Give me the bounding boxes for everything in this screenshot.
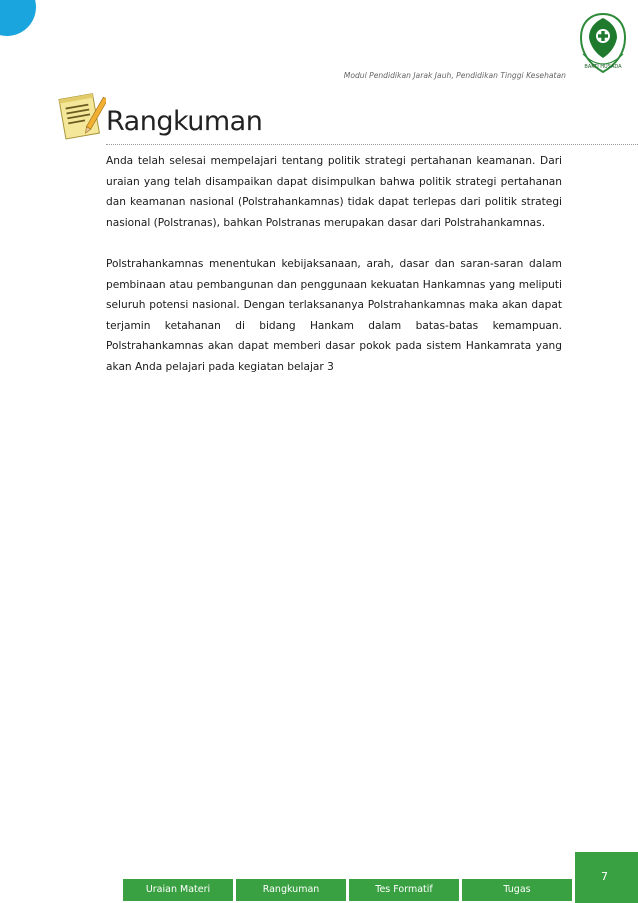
corner-decoration (0, 0, 36, 36)
module-header: Modul Pendidikan Jarak Jauh, Pendidikan Tinggi Kesehatan (343, 71, 566, 80)
summary-body (106, 151, 562, 398)
section-title: Rangkuman (106, 106, 263, 137)
section-divider (106, 144, 638, 145)
nav-tab-uraian-materi[interactable]: Uraian Materi (123, 879, 233, 901)
summary-paragraph-1: Anda telah selesai mempelajari tentang politik strategi pertahanan keamanan. Dari uraian yang telah disampaikan dapat disimpulkan bahwa politik strategi pertahanan dan keamanan nasional (Polstrahankamnas) tidak dapat terlepas dari politik strategi nasional (Polstranas), bahkan Polstranas merupakan dasar dari Polstrahankamnas. (106, 155, 562, 229)
logo-text: BAKTI HUSADA (584, 64, 622, 70)
bakti-husada-logo (575, 8, 631, 80)
footer-navigation (123, 879, 572, 901)
page-number: 7 (601, 870, 608, 883)
notepad-pencil-icon (56, 88, 106, 142)
summary-paragraph-2: Polstrahankamnas menentukan kebijaksanaan, arah, dasar dan saran-saran dalam pembinaan atau pembangunan dan penggunaan kekuatan Hankamnas yang meliputi seluruh potensi nasional. Dengan terlaksananya Polstrahankamnas maka akan dapat terjamin ketahanan di bidang Hankam dalam batas-batas kemampuan. Polstrahankamnas akan dapat memberi dasar pokok pada sistem Hankamrata yang akan Anda pelajari pada kegiatan belajar 3 (106, 257, 562, 373)
nav-tab-rangkuman[interactable]: Rangkuman (236, 879, 346, 901)
nav-tab-tes-formatif[interactable]: Tes Formatif (349, 879, 459, 901)
page-number-box (575, 852, 638, 903)
nav-tab-tugas[interactable]: Tugas (462, 879, 572, 901)
